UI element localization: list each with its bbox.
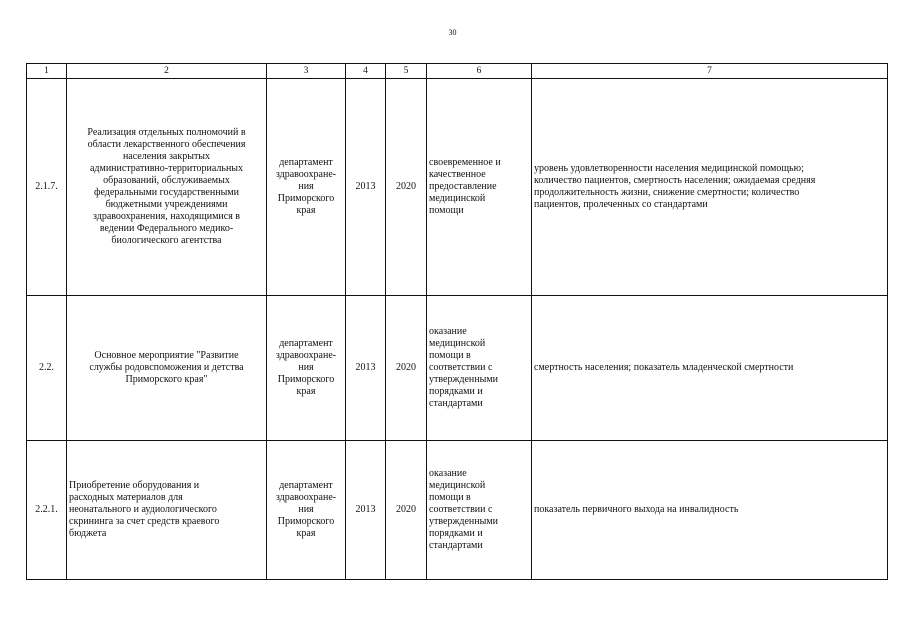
column-header: 7 (532, 64, 888, 79)
executor-cell: департамент здравоохране- ния Приморского края (267, 441, 346, 580)
table-row (27, 441, 888, 580)
column-header: 4 (346, 64, 386, 79)
row-number-cell: 2.1.7. (27, 79, 67, 296)
column-header: 3 (267, 64, 346, 79)
end-year-cell: 2020 (386, 441, 427, 580)
table-row (27, 296, 888, 441)
page-number: 30 (448, 28, 457, 37)
indicator-cell: показатель первичного выхода на инвалидность (532, 441, 888, 580)
activity-name-cell: Приобретение оборудования и расходных материалов для неонатального и аудиологического скрининга за счет средств краевого бюджета (67, 441, 267, 580)
table-header-row (27, 64, 888, 79)
expected-result-cell: своевременное и качественное предоставление медицинской помощи (427, 79, 532, 296)
column-header: 1 (27, 64, 67, 79)
activity-name-cell: Реализация отдельных полномочий в области лекарственного обеспечения населения закрытых административно-территориальных образований, обслуживаемых федеральными государственными бюджетными учреждениями здравоохранения, находящимися в ведении Федерального медико- биологического агентства (67, 79, 267, 296)
row-number-cell: 2.2. (27, 296, 67, 441)
start-year-cell: 2013 (346, 441, 386, 580)
executor-cell: департамент здравоохране- ния Приморского края (267, 296, 346, 441)
end-year-cell: 2020 (386, 296, 427, 441)
column-header: 5 (386, 64, 427, 79)
start-year-cell: 2013 (346, 79, 386, 296)
expected-result-cell: оказание медицинской помощи в соответствии с утвержденными порядками и стандартами (427, 441, 532, 580)
indicator-cell: смертность населения; показатель младенческой смертности (532, 296, 888, 441)
program-activities-table (26, 63, 888, 580)
row-number-cell: 2.2.1. (27, 441, 67, 580)
indicator-cell: уровень удовлетворенности населения медицинской помощью; количество пациентов, смертность населения; ожидаемая средняя продолжительность жизни, снижение смертности; количество пациентов, пролеченных со стандартами (532, 79, 888, 296)
activity-name-cell: Основное мероприятие "Развитие службы родовспоможения и детства Приморского края" (67, 296, 267, 441)
column-header: 2 (67, 64, 267, 79)
expected-result-cell: оказание медицинской помощи в соответствии с утвержденными порядками и стандартами (427, 296, 532, 441)
table-row (27, 79, 888, 296)
start-year-cell: 2013 (346, 296, 386, 441)
executor-cell: департамент здравоохране- ния Приморского края (267, 79, 346, 296)
end-year-cell: 2020 (386, 79, 427, 296)
column-header: 6 (427, 64, 532, 79)
